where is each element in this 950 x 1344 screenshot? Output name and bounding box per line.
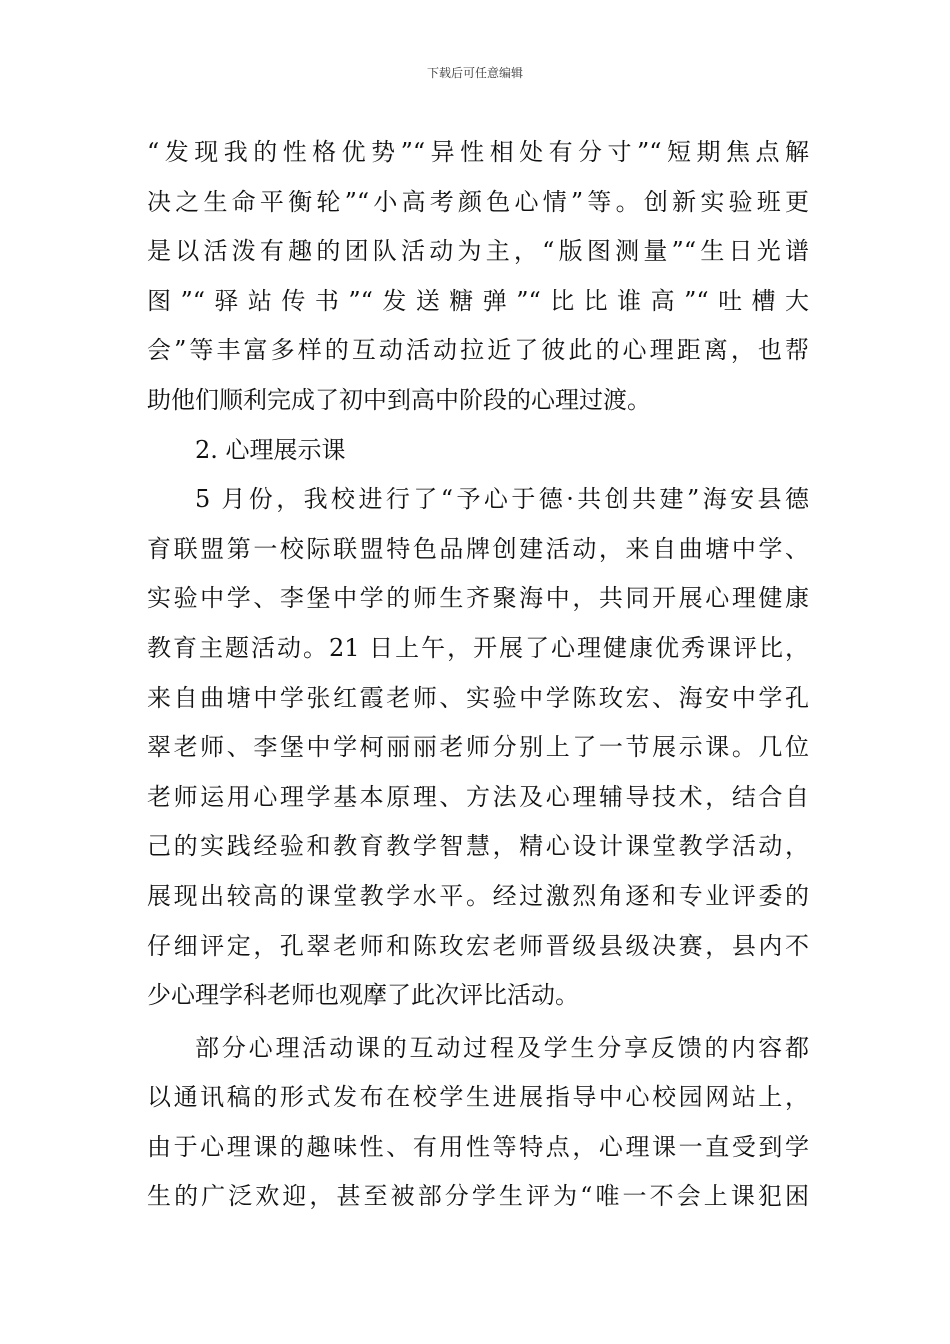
text-line: 是以活泼有趣的团队活动为主，“版图测量”“生日光谱: [147, 237, 809, 266]
text-line: 会”等丰富多样的互动活动拉近了彼此的心理距离，也帮: [147, 336, 809, 365]
text-line: 部分心理活动课的互动过程及学生分享反馈的内容都: [195, 1033, 809, 1062]
text-line: 老师运用心理学基本原理、方法及心理辅导技术，结合自: [147, 782, 809, 811]
text-line: 生的广泛欢迎，甚至被部分学生评为“唯一不会上课犯困: [147, 1182, 809, 1211]
text-line: 教育主题活动。21 日上午，开展了心理健康优秀课评比，: [147, 633, 809, 662]
text-line: 来自曲塘中学张红霞老师、实验中学陈玫宏、海安中学孔: [147, 683, 809, 712]
text-line: 助他们顺利完成了初中到高中阶段的心理过渡。: [147, 385, 651, 414]
paragraph-feedback: [147, 1024, 809, 1222]
text-line: 少心理学科老师也观摩了此次评比活动。: [147, 981, 579, 1010]
section-heading-text: 2. 心理展示课: [195, 435, 346, 464]
text-line: 由于心理课的趣味性、有用性等特点，心理课一直受到学: [147, 1132, 809, 1161]
text-line: 仔细评定，孔翠老师和陈玫宏老师晋级县级决赛，县内不: [147, 931, 809, 960]
section-heading: [147, 426, 809, 476]
text-line: “发现我的性格优势”“异性相处有分寸”“短期焦点解: [147, 138, 809, 166]
text-line: 5 月份，我校进行了“予心于德·共创共建”海安县德: [195, 485, 809, 514]
text-line: 以通讯稿的形式发布在校学生进展指导中心校园网站上，: [147, 1083, 809, 1112]
paragraph-activities: [147, 128, 809, 426]
text-line: 己的实践经验和教育教学智慧，精心设计课堂教学活动，: [147, 832, 809, 861]
text-line: 图”“驿站传书”“发送糖弹”“比比谁高”“吐槽大: [147, 286, 809, 315]
document-body: [147, 128, 809, 1222]
text-line: 实验中学、李堡中学的师生齐聚海中，共同开展心理健康: [147, 584, 809, 613]
text-line: 育联盟第一校际联盟特色品牌创建活动，来自曲塘中学、: [147, 534, 809, 563]
paragraph-showcase: [147, 475, 809, 1021]
text-line: 决之生命平衡轮”“小高考颜色心情”等。创新实验班更: [147, 187, 809, 216]
text-line: 翠老师、李堡中学柯丽丽老师分别上了一节展示课。几位: [147, 733, 809, 762]
text-line: 展现出较高的课堂教学水平。经过激烈角逐和专业评委的: [147, 881, 809, 910]
page-header: 下载后可任意编辑: [426, 66, 523, 80]
